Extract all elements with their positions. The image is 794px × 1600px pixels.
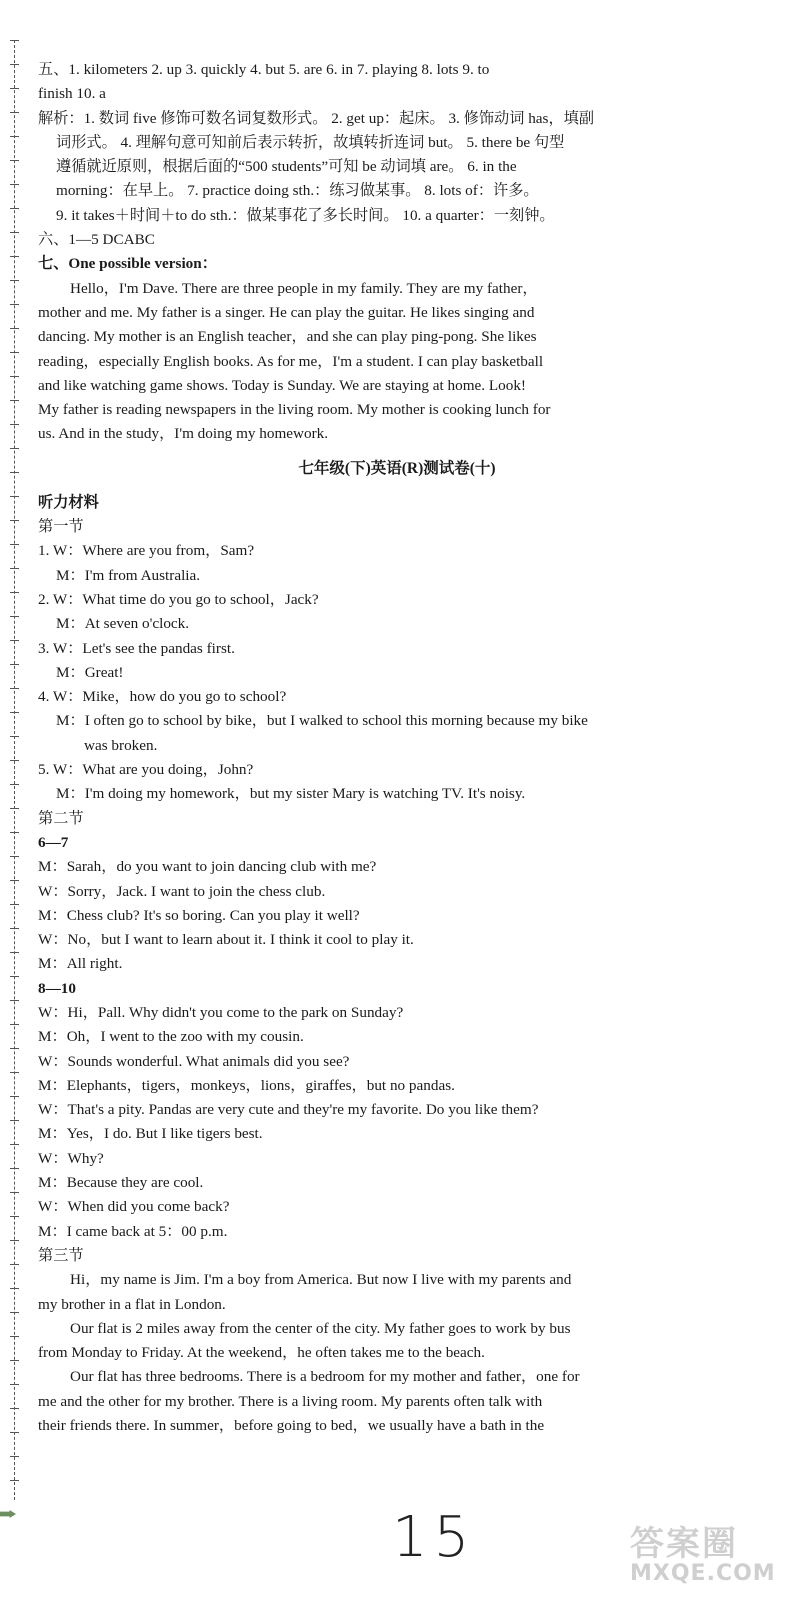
binding-tick <box>10 40 19 41</box>
binding-tick <box>10 520 19 521</box>
group-label: 8—10 <box>38 979 76 997</box>
essay-line: Hello，I'm Dave. There are three people in my family. They are my father， <box>70 279 538 297</box>
binding-tick <box>10 352 19 353</box>
binding-tick <box>10 1360 19 1361</box>
part5-line2: finish 10. a <box>38 85 106 103</box>
binding-tick <box>10 592 19 593</box>
binding-tick <box>10 1240 19 1241</box>
dialogue-line: M：Yes，I do. But I like tigers best. <box>38 1125 263 1143</box>
binding-tick <box>10 112 19 113</box>
binding-tick <box>10 1192 19 1193</box>
binding-tick <box>10 784 19 785</box>
passage-line: Hi，my name is Jim. I'm a boy from America. But now I live with my parents and <box>70 1271 572 1289</box>
section3-passage <box>38 1268 756 1438</box>
essay-line: and like watching game shows. Today is Sunday. We are staying at home. Look! <box>38 376 526 394</box>
test-title: 七年级(下)英语(R)测试卷(十) <box>298 459 496 477</box>
binding-tick <box>10 232 19 233</box>
binding-tick <box>10 1024 19 1025</box>
section2-label: 第二节 <box>38 809 84 827</box>
binding-tick <box>10 1000 19 1001</box>
dialogue-line: M：Oh，I went to the zoo with my cousin. <box>38 1028 304 1046</box>
binding-tick <box>10 424 19 425</box>
passage-line: my brother in a flat in London. <box>38 1295 226 1313</box>
dialogue-line: W：Sorry，Jack. I want to join the chess club. <box>38 882 326 900</box>
binding-tick <box>10 1048 19 1049</box>
binding-tick <box>10 664 19 665</box>
binding-tick <box>10 1480 19 1481</box>
dialogue-line: W：Sounds wonderful. What animals did you see? <box>38 1052 350 1070</box>
binding-tick <box>10 1096 19 1097</box>
binding-line <box>14 40 25 1500</box>
analysis-line: morning：在早上。 7. practice doing sth.：练习做某事。 8. lots of：许多。 <box>56 182 539 200</box>
binding-tick <box>10 976 19 977</box>
dialogue-line: M：I'm from Australia. <box>56 566 201 584</box>
binding-tick <box>10 280 19 281</box>
analysis-line: 遵循就近原则，根据后面的“500 students”可知 be 动词填 are。 6. in the <box>56 158 517 176</box>
dialogue-line: M：I came back at 5：00 p.m. <box>38 1222 228 1240</box>
dialogue-line: M：Great! <box>56 663 124 681</box>
binding-tick <box>10 400 19 401</box>
binding-tick <box>10 472 19 473</box>
essay-line: reading，especially English books. As for me，I'm a student. I can play basketball <box>38 352 544 370</box>
dialogue-line: W：No，but I want to learn about it. I think it cool to play it. <box>38 931 414 949</box>
binding-tick <box>10 256 19 257</box>
essay <box>38 277 756 447</box>
binding-tick <box>10 640 19 641</box>
section3-label: 第三节 <box>38 1246 84 1264</box>
dialogue-line: M：Because they are cool. <box>38 1174 204 1192</box>
binding-tick <box>10 1336 19 1337</box>
dialogue-line: M：Sarah，do you want to join dancing club with me? <box>38 858 377 876</box>
watermark-logo <box>630 1516 780 1586</box>
binding-tick <box>10 856 19 857</box>
essay-line: My father is reading newspapers in the living room. My mother is cooking lunch for <box>38 401 551 419</box>
binding-tick <box>10 808 19 809</box>
binding-tick <box>10 760 19 761</box>
binding-tick <box>10 544 19 545</box>
binding-tick <box>10 64 19 65</box>
dialogue-line: W：Why? <box>38 1149 104 1167</box>
binding-tick <box>10 952 19 953</box>
dialogue-line: 1. W：Where are you from，Sam? <box>38 542 255 560</box>
dialogue-line: 3. W：Let's see the pandas first. <box>38 639 235 657</box>
essay-line: mother and me. My father is a singer. He can play the guitar. He likes singing and <box>38 303 535 321</box>
binding-tick <box>10 568 19 569</box>
passage-line: Our flat has three bedrooms. There is a bedroom for my mother and father，one for <box>70 1368 580 1386</box>
passage-line: Our flat is 2 miles away from the center of the city. My father goes to work by bus <box>70 1319 571 1337</box>
dialogue-line: 5. W：What are you doing，John? <box>38 761 254 779</box>
analysis-block <box>38 107 756 228</box>
binding-tick <box>10 160 19 161</box>
binding-tick <box>10 904 19 905</box>
binding-tick <box>10 928 19 929</box>
binding-tick <box>10 736 19 737</box>
dialogue-line: M：Elephants，tigers，monkeys，lions，giraffes，but no pandas. <box>38 1076 455 1094</box>
passage-line: me and the other for my brother. There is a living room. My parents often talk with <box>38 1392 543 1410</box>
passage-line: from Monday to Friday. At the weekend，he often takes me to the beach. <box>38 1344 485 1362</box>
binding-tick <box>10 1120 19 1121</box>
analysis-line: 9. it takes＋时间＋to do sth.：做某事花了多长时间。 10. a quarter：一刻钟。 <box>56 206 555 224</box>
watermark-text: 答案圈 <box>630 1524 738 1564</box>
essay-line: us. And in the study，I'm doing my homework. <box>38 425 329 443</box>
section1-label: 第一节 <box>38 518 84 536</box>
binding-tick <box>10 328 19 329</box>
binding-tick <box>10 1456 19 1457</box>
listening-heading: 听力材料 <box>38 493 99 511</box>
section2-group1 <box>38 855 756 976</box>
binding-tick <box>10 1264 19 1265</box>
part5-line1: 五、1. kilometers 2. up 3. quickly 4. but 5. are 6. in 7. playing 8. lots 9. to <box>38 61 490 78</box>
section1-dialogues <box>38 539 756 806</box>
binding-tick <box>10 1144 19 1145</box>
answer-page <box>38 58 756 1438</box>
part7-heading: 七、One possible version： <box>38 255 217 273</box>
dialogue-line: W：Hi，Pall. Why didn't you come to the park on Sunday? <box>38 1003 404 1021</box>
dialogue-line: M：At seven o'clock. <box>56 615 190 633</box>
binding-tick <box>10 136 19 137</box>
binding-tick <box>10 832 19 833</box>
binding-tick <box>10 496 19 497</box>
analysis-line: 词形式。 4. 理解句意可知前后表示转折，故填转折连词 but。 5. there be 句型 <box>56 133 565 151</box>
dialogue-line: W：That's a pity. Pandas are very cute and they're my favorite. Do you like them? <box>38 1101 539 1119</box>
dialogue-line: W：When did you come back? <box>38 1198 230 1216</box>
essay-line: dancing. My mother is an English teacher，and she can play ping-pong. She likes <box>38 328 537 346</box>
dialogue-line: 2. W：What time do you go to school，Jack? <box>38 590 319 608</box>
dialogue-line: M：I'm doing my homework，but my sister Mary is watching TV. It's noisy. <box>56 785 526 803</box>
dialogue-line: M：Chess club? It's so boring. Can you play it well? <box>38 906 360 924</box>
analysis-line: 解析：1. 数词 five 修饰可数名词复数形式。 2. get up：起床。 3. 修饰动词 has，填副 <box>38 109 595 127</box>
binding-tick <box>10 376 19 377</box>
binding-tick <box>10 184 19 185</box>
binding-tick <box>10 880 19 881</box>
dialogue-line: M：I often go to school by bike，but I walked to school this morning because my bike <box>56 712 588 730</box>
dialogue-line: 4. W：Mike，how do you go to school? <box>38 688 287 706</box>
group-label: 6—7 <box>38 833 69 851</box>
binding-tick <box>10 1384 19 1385</box>
binding-tick <box>10 1432 19 1433</box>
binding-tick <box>10 448 19 449</box>
arrow-mark <box>0 1510 16 1518</box>
binding-tick <box>10 616 19 617</box>
binding-tick <box>10 1216 19 1217</box>
binding-tick <box>10 88 19 89</box>
binding-tick <box>10 1168 19 1169</box>
section2-group2 <box>38 1001 756 1244</box>
dialogue-line: was broken. <box>84 736 158 754</box>
binding-tick <box>10 304 19 305</box>
binding-tick <box>10 1288 19 1289</box>
binding-tick <box>10 1072 19 1073</box>
page-number: 15 <box>392 1505 476 1570</box>
binding-tick <box>10 1408 19 1409</box>
binding-tick <box>10 688 19 689</box>
dialogue-line: M：All right. <box>38 955 123 973</box>
part6-answers: 六、1—5 DCABC <box>38 231 155 249</box>
passage-line: their friends there. In summer，before going to bed，we usually have a bath in the <box>38 1417 545 1435</box>
binding-tick <box>10 1312 19 1313</box>
watermark-url: MXQE.COM <box>630 1561 776 1586</box>
binding-tick <box>10 208 19 209</box>
binding-tick <box>10 712 19 713</box>
